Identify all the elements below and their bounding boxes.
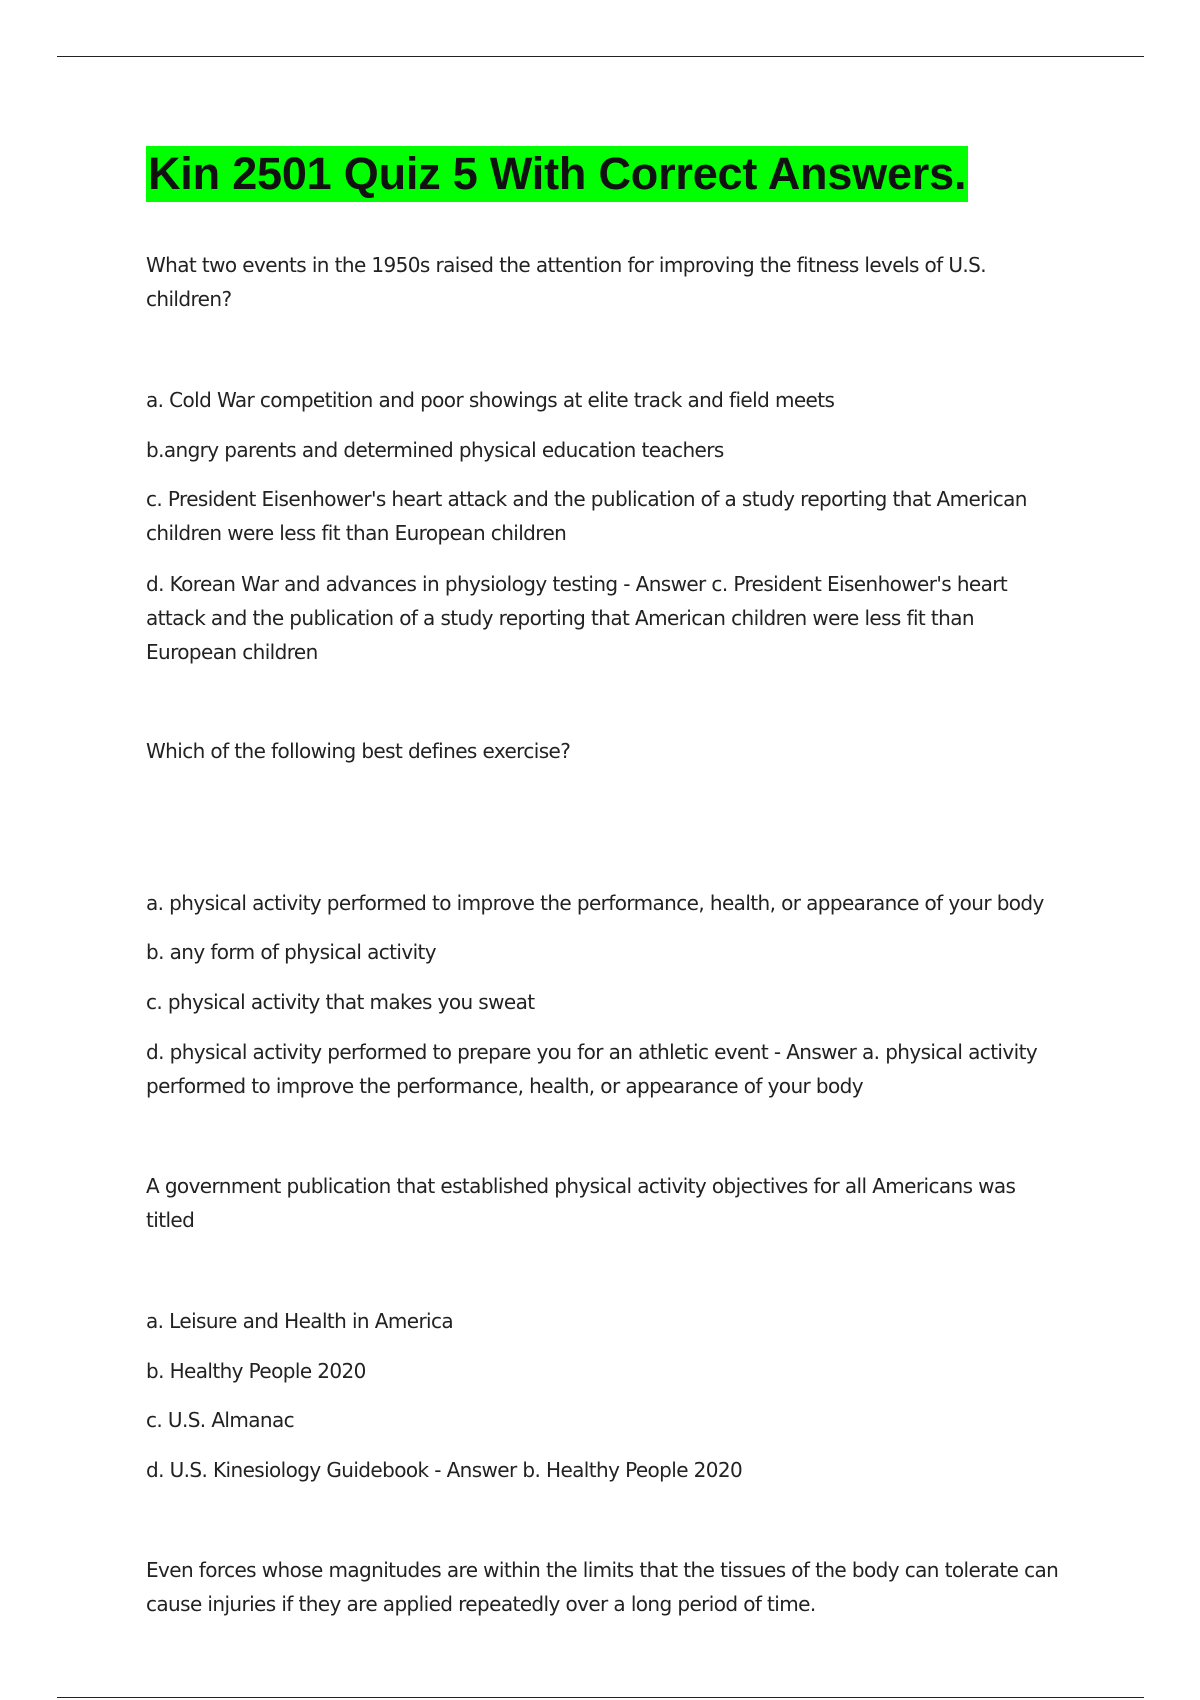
question-1-option-c-line-1: c. President Eisenhower's heart attack and the publication of a study reporting that American [146, 487, 1027, 511]
top-divider [57, 56, 1144, 57]
question-2-option-c: c. physical activity that makes you sweat [146, 990, 535, 1014]
question-1-option-c-line-2: children were less fit than European children [146, 521, 567, 545]
question-2-option-d-line-2: performed to improve the performance, health, or appearance of your body [146, 1074, 863, 1098]
question-2-option-d-line-1: d. physical activity performed to prepare you for an athletic event - Answer a. physical activity [146, 1040, 1038, 1064]
question-2-prompt-line-1: Which of the following best defines exercise? [146, 739, 571, 763]
title-block [146, 146, 968, 202]
question-3-option-a: a. Leisure and Health in America [146, 1309, 454, 1333]
question-1-option-d-line-3: European children [146, 640, 318, 664]
question-2-option-a: a. physical activity performed to improve the performance, health, or appearance of your body [146, 891, 1044, 915]
question-4-prompt-line-1: Even forces whose magnitudes are within the limits that the tissues of the body can tolerate can [146, 1558, 1059, 1582]
question-3-prompt-line-2: titled [146, 1208, 195, 1232]
question-3-prompt-line-1: A government publication that established physical activity objectives for all Americans was [146, 1174, 1016, 1198]
question-2-option-b: b. any form of physical activity [146, 940, 437, 964]
question-1-option-d-line-2: attack and the publication of a study reporting that American children were less fit than [146, 606, 974, 630]
question-1-option-b: b.angry parents and determined physical education teachers [146, 438, 724, 462]
question-4-prompt-line-2: cause injuries if they are applied repeatedly over a long period of time. [146, 1592, 816, 1616]
question-1-option-a: a. Cold War competition and poor showings at elite track and field meets [146, 388, 835, 412]
question-3-option-b: b. Healthy People 2020 [146, 1359, 366, 1383]
question-1-option-d-line-1: d. Korean War and advances in physiology testing - Answer c. President Eisenhower's heart [146, 572, 1008, 596]
question-1-prompt-line-1: What two events in the 1950s raised the attention for improving the fitness levels of U.S. [146, 253, 987, 277]
question-1-prompt-line-2: children? [146, 287, 232, 311]
bottom-divider [57, 1697, 1144, 1698]
question-3-option-c: c. U.S. Almanac [146, 1408, 295, 1432]
document-title: Kin 2501 Quiz 5 With Correct Answers. [146, 146, 968, 202]
question-3-option-d: d. U.S. Kinesiology Guidebook - Answer b. Healthy People 2020 [146, 1458, 743, 1482]
